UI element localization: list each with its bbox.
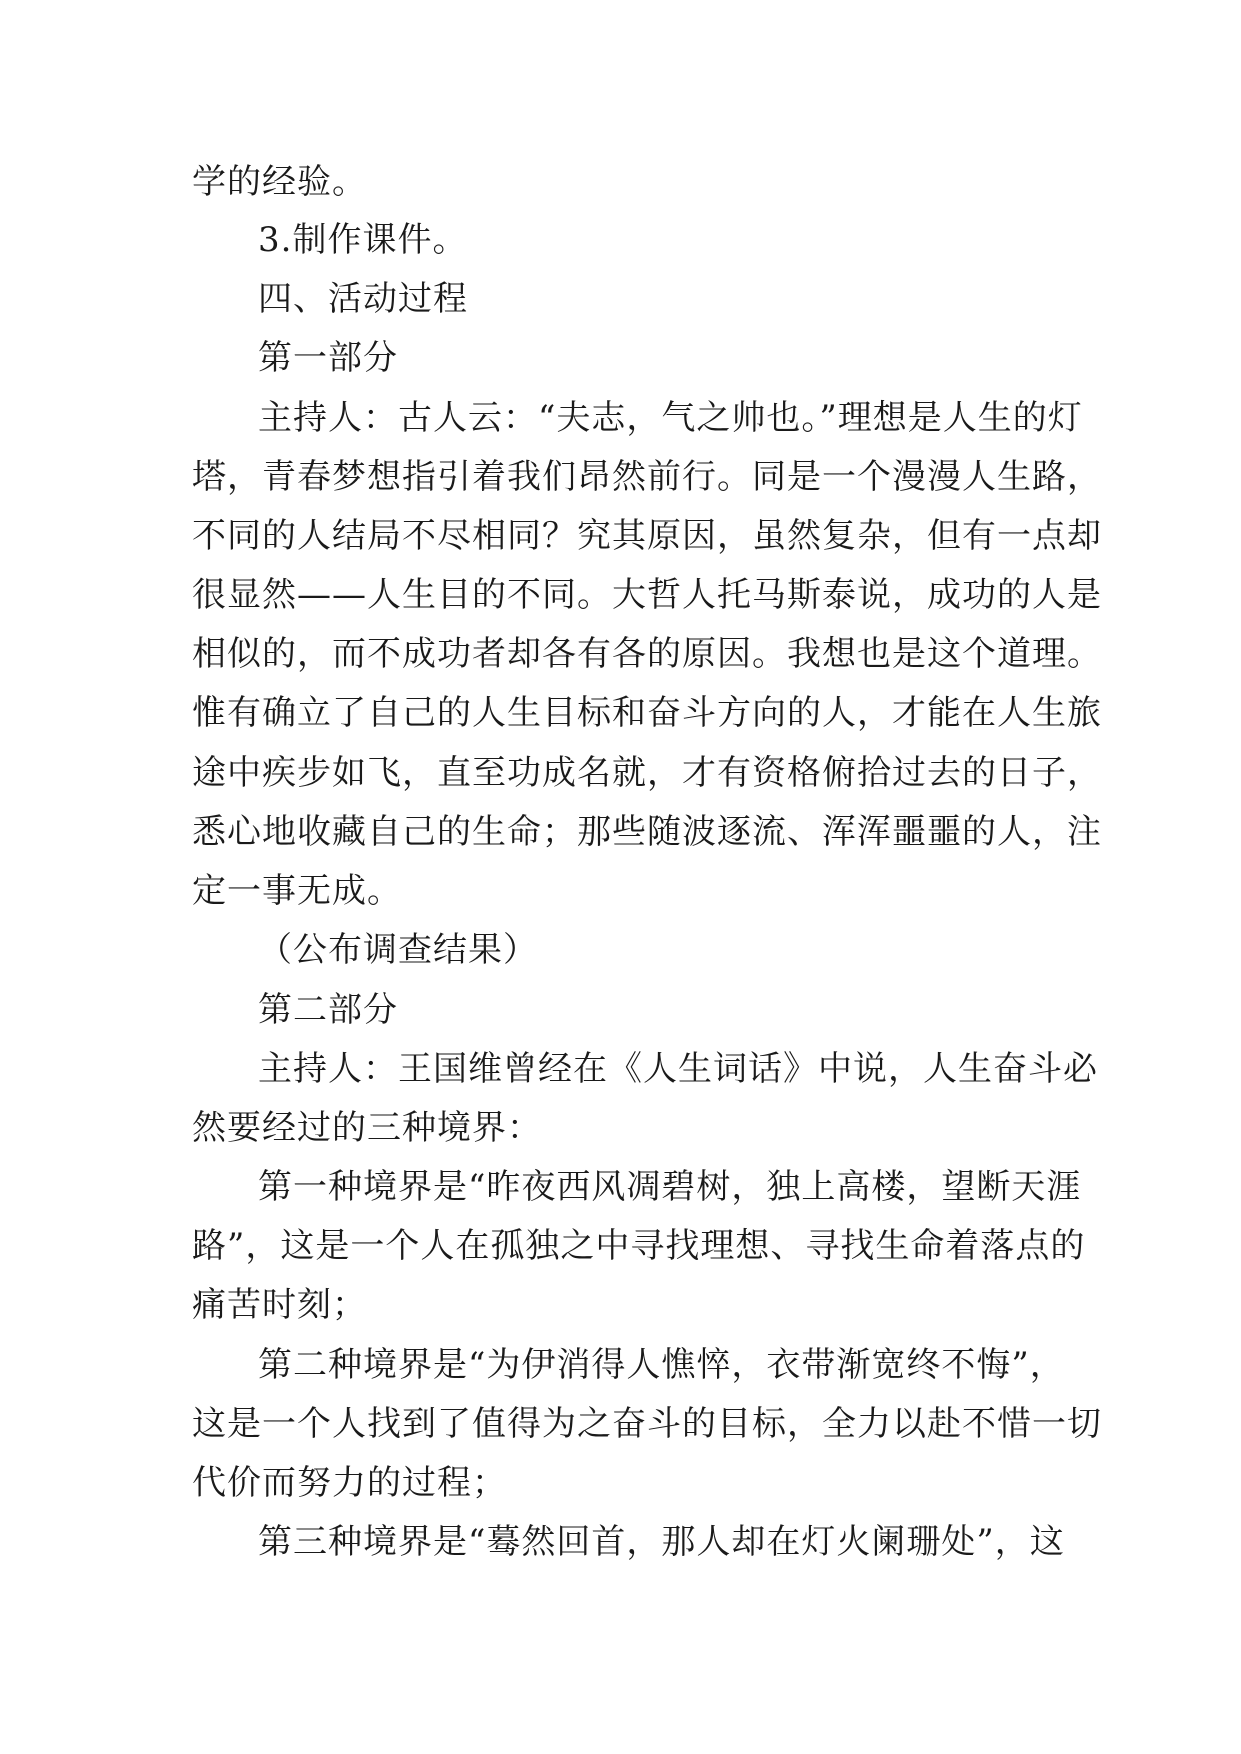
subheading-part-one: 第一部分 [258,338,398,378]
text-line: 第一种境界是“昨夜西风凋碧树，独上高楼，望断天涯 [258,1167,1082,1207]
text-line: 痛苦时刻； [192,1285,367,1325]
text-line: 第三种境界是“蓦然回首，那人却在灯火阑珊处”，这 [258,1522,1065,1562]
text-line: 惟有确立了自己的人生目标和奋斗方向的人，才能在人生旅 [192,693,1102,733]
text-line: 路”，这是一个人在孤独之中寻找理想、寻找生命着落点的 [192,1226,1086,1266]
text-line: 很显然——人生目的不同。大哲人托马斯泰说，成功的人是 [192,575,1102,615]
text-line: 代价而努力的过程； [192,1463,507,1503]
text-line: 学的经验。 [192,162,367,202]
text-line: 定一事无成。 [192,871,402,911]
section-heading-activity-process: 四、活动过程 [258,279,468,319]
text-line: 然要经过的三种境界： [192,1108,542,1148]
text-line: 不同的人结局不尽相同？究其原因，虽然复杂，但有一点却 [192,516,1102,556]
subheading-part-two: 第二部分 [258,990,398,1030]
text-line: 塔，青春梦想指引着我们昂然前行。同是一个漫漫人生路， [192,457,1102,497]
text-line: 这是一个人找到了值得为之奋斗的目标，全力以赴不惜一切 [192,1404,1102,1444]
text-line: 主持人：王国维曾经在《人生词话》中说，人生奋斗必 [258,1049,1098,1089]
text-line: 主持人：古人云：“夫志，气之帅也。”理想是人生的灯 [258,398,1083,438]
text-line: 悉心地收藏自己的生命；那些随波逐流、浑浑噩噩的人，注 [192,812,1102,852]
stage-note: （公布调查结果） [258,930,538,970]
list-item-prepare-courseware: 3.制作课件。 [258,220,468,260]
text-line: 途中疾步如飞，直至功成名就，才有资格俯拾过去的日子， [192,753,1102,793]
text-line: 第二种境界是“为伊消得人憔悴，衣带渐宽终不悔”， [258,1345,1065,1385]
text-line: 相似的，而不成功者却各有各的原因。我想也是这个道理。 [192,634,1102,674]
